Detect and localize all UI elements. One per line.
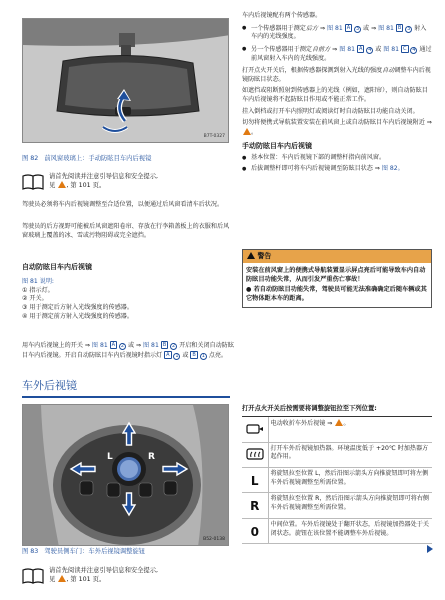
warning-header: [243, 250, 431, 263]
figure-82-mirror-image: [22, 18, 229, 143]
warning-body-2: ● 若自动防眩目功能失常，驾驶员可能无法准确确定后随车辆或其它物体距本车的距离。: [246, 285, 427, 302]
paragraph-navigation-device: 切勿将便携式导航装置安装在前风窗上或自动防眩目车内后视镜附近 ⇒ 。: [242, 119, 432, 137]
figure-83-caption: [22, 548, 232, 557]
knob-positions-table: [242, 402, 432, 544]
mirror-heater-icon: [242, 442, 268, 467]
notice-see: 见: [49, 576, 56, 584]
paragraph-two-sensors: 车内后视镜配有两个传感器。: [242, 12, 322, 19]
warning-triangle-icon: [247, 252, 255, 259]
table-header: 打开点火开关后按需要将调整旋钮拉至下列位置:: [242, 402, 432, 417]
row-L-text: 将旋钮拉至位置 L，然后沿图示箭头方向推旋钮即可将左侧车外后视镜调整至所需位置。: [268, 467, 432, 492]
figure-83-knob-image: [22, 404, 229, 546]
knob-L-label: L: [107, 452, 113, 462]
notice-page-ref[interactable]: 第 101 页。: [70, 576, 106, 584]
bullet-basic-position: ● 基本位置：车内后视镜下部的调整杆指向前风窗。: [242, 154, 432, 163]
section-divider: [22, 396, 230, 398]
position-L-symbol: L: [242, 467, 268, 492]
bullet-rear-sensor: ● 一个传感器用于测定后方 ⇒ 图 81 A 3 或 ⇒ 图 81 B 3 射入车内的光线强度。: [242, 24, 432, 42]
row-heater-text: 打开车外后视镜加热器。环境温度低于 +20℃ 时加热器方起作用。: [268, 442, 432, 467]
bullet-front-sensor: ● 另一个传感器用于测定自前方 ⇒ 图 81 A 4 或 图 81 C 4 通过前风窗射入车内的光线强度。: [242, 45, 432, 63]
knob-R-label: R: [148, 452, 155, 462]
notice-read-safety-2: 请首先阅读并注意引导信息和安全提示, 见 , 第 101 页。: [22, 566, 232, 588]
position-0-symbol: 0: [242, 518, 268, 543]
table-row: [242, 417, 432, 442]
warning-triangle-icon: [243, 128, 251, 135]
rear-view-mirror-illustration: [23, 19, 229, 143]
ref-fig82[interactable]: 图 82。: [381, 165, 404, 173]
legend-item-rear-sensor: ③ 用于测定后方射入光线强度的传感器。: [22, 303, 133, 311]
ref-fig81[interactable]: 图 81: [91, 342, 108, 349]
figure-code: B52-0138: [203, 536, 225, 542]
right-column: [242, 12, 432, 177]
paragraph-auto-dimming-switch: 用车内后视镜上的开关 ⇒ 图 81 A 2 或 ⇒ 图 81 B 2 开启和关闭自动防眩目车内后视镜。开启自动防眩目车内后视镜时指示灯 A 1 或 B 1 点亮。: [22, 342, 234, 359]
legend-item-switch: ② 开关。: [22, 295, 48, 303]
paragraph-adjust-mirror: 驾驶员必须将车内后视镜调整至合适位置，以便通过后风窗看清车后状况。: [22, 201, 224, 208]
warning-triangle-icon: [58, 575, 66, 582]
heading-manual-dimming-mirror: 手动防眩目车内后视镜: [242, 141, 312, 150]
next-page-arrow-icon[interactable]: [427, 545, 433, 553]
heading-auto-dimming-mirror: 自动防眩目车内后视镜: [22, 263, 92, 271]
position-R-symbol: R: [242, 493, 268, 518]
figure-83-number: 图 83: [22, 548, 39, 555]
paragraph-auto-adjust: 打开点火开关后，根据传感器探测到射入光线的强度自动调整车内后视镜防眩目状态。: [242, 67, 431, 83]
figure-82-caption-text: 前风窗玻璃上：手动防眩目车内后视镜: [44, 155, 152, 162]
legend-item-indicator: ① 指示灯。: [22, 286, 54, 294]
notice-see: 见: [49, 182, 56, 190]
paragraph-reverse-gear: 挂入倒档或打开车内照明灯或阅读灯时自动防眩目功能自动关闭。: [242, 107, 419, 115]
table-row: [242, 518, 432, 543]
warning-title: 警告: [257, 252, 272, 260]
warning-box: [242, 249, 432, 308]
warning-triangle-icon: [58, 181, 66, 188]
figure-82-caption: [22, 155, 232, 164]
mirror-adjust-knob-illustration: [23, 405, 229, 546]
figure-82-number: 图 82: [22, 155, 39, 162]
notice-line1: 请首先阅读并注意引导信息和安全提示,: [49, 173, 159, 180]
book-icon: [22, 567, 44, 585]
paragraph-rear-view-obstruction: 驾驶员的后方视野可能被后风窗遮阳卷帘、存放在行李箱盖板上的衣服和后风窗玻璃上覆盖的冰、雪或污物阻碍或完全遮挡。: [22, 223, 230, 239]
row-fold-text: 电动收折车外后视镜 ⇒ 。: [268, 417, 432, 442]
figure-83-caption-text: 驾驶员侧车门：车外后视镜调整旋钮: [44, 548, 146, 555]
legend-item-front-sensor: ④ 用于测定前方射入光线强度的传感器。: [22, 312, 133, 320]
section-title-exterior-mirrors: 车外后视镜: [22, 379, 77, 392]
notice-page-ref[interactable]: 第 101 页。: [70, 182, 106, 190]
table-row: [242, 467, 432, 492]
figure-code: B7T-0327: [203, 133, 225, 139]
notice-read-safety-1: 请首先阅读并注意引导信息和安全提示, 见 , 第 101 页。: [22, 172, 232, 194]
row-0-text: 中间位置。车外后视镜处于翻开状态，后视镜加热器处于关闭状态。旋钮在该位置不能调整车外后视镜。: [268, 518, 432, 543]
paragraph-blocked-sensor: 如遮挡或阻断照射到传感器上的光线（例如，遮阳帘），则自动防眩目车内后视镜将不起防眩目作用或不能正常工作。: [242, 87, 428, 104]
row-R-text: 将旋钮拉至位置 R，然后沿图示箭头方向推旋钮即可将右侧车外后视镜调整至所需位置。: [268, 493, 432, 518]
warning-body-1: 安装在前风窗上的便携式导航装置显示屏点亮后可能导致车内自动防眩目功能失常，从而引发严重伤亡事故！: [246, 267, 426, 284]
bullet-pull-lever: ● 后拔调整杆即可将车内后视镜调至防眩目状态 ⇒ 图 82。: [242, 165, 432, 174]
table-row: [242, 442, 432, 467]
book-icon: [22, 173, 44, 191]
ref-fig81-b[interactable]: 图 81: [143, 342, 159, 349]
figure-81-ref[interactable]: 图 81 说明:: [22, 278, 54, 285]
table-row: [242, 493, 432, 518]
notice-line1: 请首先阅读并注意引导信息和安全提示,: [49, 567, 159, 574]
fold-mirror-icon: [242, 417, 268, 442]
